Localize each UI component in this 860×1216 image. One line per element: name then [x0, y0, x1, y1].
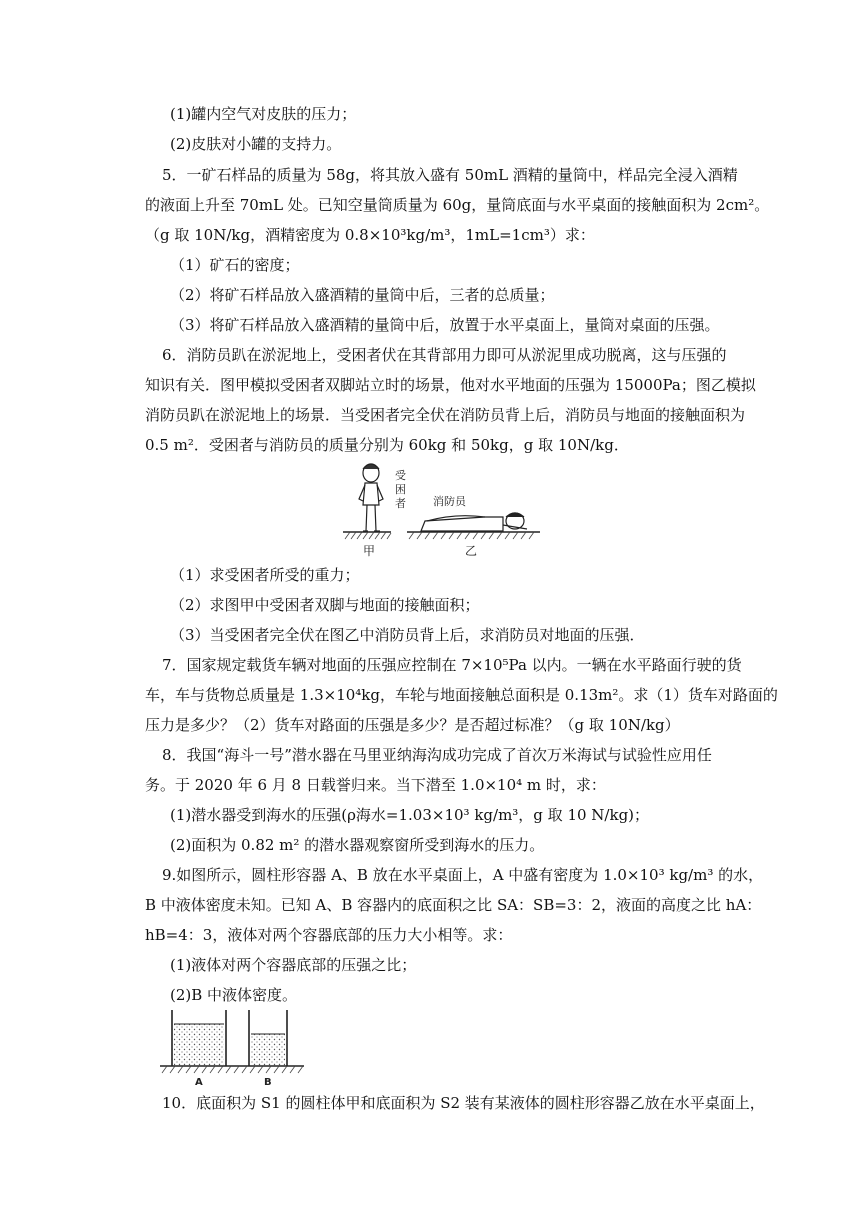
text-line: (1)潜水器受到海水的压强(ρ海水=1.03×10³ kg/m³，g 取 10 N/kg)； — [170, 806, 650, 824]
text-line: （3）当受困者完全伏在图乙中消防员背上后，求消防员对地面的压强． — [170, 626, 645, 644]
figure-containers — [158, 1008, 308, 1088]
victim-figure — [359, 464, 383, 531]
text-line: (1)罐内空气对皮肤的压力； — [170, 105, 357, 123]
text-line: hB=4：3，液体对两个容器底部的压力大小相等。求： — [145, 926, 513, 944]
text-line: B 中液体密度未知。已知 A、B 容器内的底面积之比 SA：SB=3：2，液面的高度之比 hA： — [145, 896, 762, 914]
text-line: 8．我国“海斗一号”潜水器在马里亚纳海沟成功完成了首次万米海试与试验性应用任 — [162, 746, 712, 764]
figure-firefighter-rescue — [335, 455, 545, 565]
figure-label-victim-2: 困 — [395, 483, 406, 496]
figure-label-jia: 甲 — [363, 544, 376, 558]
figure-label-victim-1: 受 — [395, 469, 406, 482]
text-line: 0.5 m²．受困者与消防员的质量分别为 60kg 和 50kg，g 取 10N/kg． — [145, 436, 629, 454]
text-line: (1)液体对两个容器底部的压强之比； — [170, 956, 417, 974]
figure-label-yi: 乙 — [465, 544, 478, 558]
text-line: 10．底面积为 S1 的圆柱体甲和底面积为 S2 装有某液体的圆柱形容器乙放在水平桌面上， — [162, 1094, 765, 1112]
figure-label-b: B — [264, 1077, 272, 1088]
figure-label-a: A — [195, 1077, 203, 1088]
text-line: （1）矿石的密度； — [170, 256, 300, 274]
text-line: (2)面积为 0.82 m² 的潜水器观察窗所受到海水的压力。 — [170, 836, 545, 854]
text-line: 6．消防员趴在淤泥地上，受困者伏在其背部用力即可从淤泥里成功脱离，这与压强的 — [162, 346, 727, 364]
text-line: (2)B 中液体密度。 — [170, 986, 298, 1004]
firefighter-figure — [421, 513, 527, 531]
container-b — [249, 1010, 287, 1066]
text-line: 9.如图所示，圆柱形容器 A、B 放在水平桌面上，A 中盛有密度为 1.0×10³ kg/m³ 的水， — [162, 866, 764, 884]
figure-label-firefighter: 消防员 — [433, 495, 466, 508]
text-line: 压力是多少？（2）货车对路面的压强是多少？是否超过标准？（g 取 10N/kg） — [145, 716, 680, 734]
text-line: (2)皮肤对小罐的支持力。 — [170, 135, 342, 153]
text-line: 的液面上升至 70mL 处。已知空量筒质量为 60g，量筒底面与水平桌面的接触面积为 2cm²。 — [145, 196, 770, 214]
text-line: 车，车与货物总质量是 1.3×10⁴kg，车轮与地面接触总面积是 0.13m²。求（1）货车对路面的 — [145, 686, 778, 704]
figure-label-victim-3: 者 — [395, 497, 406, 510]
text-line: （2）求图甲中受困者双脚与地面的接触面积； — [170, 596, 480, 614]
text-line: （1）求受困者所受的重力； — [170, 566, 360, 584]
text-line: 消防员趴在淤泥地上的场景．当受困者完全伏在消防员背上后，消防员与地面的接触面积为 — [145, 406, 746, 424]
text-line: （g 取 10N/kg，酒精密度为 0.8×10³kg/m³，1mL=1cm³）求： — [145, 226, 595, 244]
container-a — [172, 1010, 226, 1066]
text-line: （3）将矿石样品放入盛酒精的量筒中后，放置于水平桌面上，量筒对桌面的压强。 — [170, 316, 720, 334]
text-line: 7．国家规定载货车辆对地面的压强应控制在 7×10⁵Pa 以内。一辆在水平路面行驶的货 — [162, 656, 742, 674]
text-line: 5．一矿石样品的质量为 58g，将其放入盛有 50mL 酒精的量筒中，样品完全浸入酒精 — [162, 166, 738, 184]
text-line: 知识有关．图甲模拟受困者双脚站立时的场景，他对水平地面的压强为 15000Pa；图乙模拟 — [145, 376, 756, 394]
text-line: （2）将矿石样品放入盛酒精的量筒中后，三者的总质量； — [170, 286, 555, 304]
text-line: 务。于 2020 年 6 月 8 日载誉归来。当下潜至 1.0×10⁴ m 时，求： — [145, 776, 606, 794]
